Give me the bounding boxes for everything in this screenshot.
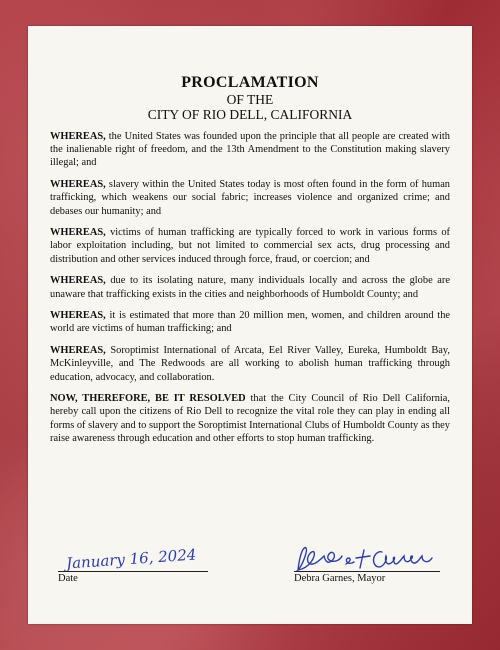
paragraph-text: it is estimated that more than 20 million men, women, and children around the world are victims of human trafficking; and — [50, 310, 450, 335]
paragraph-4 — [50, 274, 450, 300]
signature-line — [294, 571, 440, 572]
paragraph-2 — [50, 178, 450, 218]
paragraph-keyword: WHEREAS, — [50, 179, 106, 191]
paragraph-keyword: NOW, THEREFORE, BE IT RESOLVED — [50, 393, 246, 405]
paragraph-keyword: WHEREAS, — [50, 131, 106, 142]
date-label: Date — [58, 573, 78, 584]
date-line — [58, 571, 208, 572]
paragraph-6 — [50, 344, 450, 384]
document-title: PROCLAMATION — [181, 74, 319, 91]
paragraph-text: slavery within the United States today is most often found in the form of human trafficking, which weakens our social fabric; increases violence and organized crime; and debases our humanity; and — [50, 179, 450, 217]
paragraph-text: victims of human trafficking are typically forced to work in various forms of labor exploitation including, but not limited to commercial sex acts, drug processing and distribution and other services induced through force, fraud, or coercion; and — [50, 227, 450, 265]
proclamation-document — [28, 26, 472, 624]
paragraph-text: due to its isolating nature, many individuals locally and across the globe are unaware that trafficking exists in the cities and neighborhoods of Humboldt County; and — [50, 275, 450, 300]
paragraph-keyword: WHEREAS, — [50, 345, 106, 357]
paragraph-text: the United States was founded upon the principle that all people are created with the inalienable right of freedom, and the 13th Amendment to the Constitution making slavery illegal; and — [50, 131, 450, 169]
handwritten-date: January 16, 2024 — [65, 545, 197, 573]
paragraph-keyword: WHEREAS, — [50, 275, 106, 287]
paragraph-keyword: WHEREAS, — [50, 227, 106, 239]
signer-name-label: Debra Garnes, Mayor — [294, 573, 386, 584]
paragraph-1 — [50, 130, 450, 170]
paragraph-resolution — [50, 392, 450, 445]
document-subtitle-of-the: OF THE — [226, 92, 274, 107]
document-subtitle-city: CITY OF RIO DELL, CALIFORNIA — [147, 107, 353, 122]
signature-block — [28, 530, 472, 600]
paragraph-text: Soroptimist International of Arcata, Eel River Valley, Eureka, Humboldt Bay, McKinleyville, and The Redwoods are all working to abolish human trafficking through education, advocacy, and collaboration. — [50, 345, 450, 383]
paragraph-5 — [50, 309, 450, 335]
proclamation-body — [50, 130, 450, 445]
paragraph-keyword: WHEREAS, — [50, 310, 106, 322]
paragraph-text: that the City Council of Rio Dell California, hereby call upon the citizens of Rio Dell to recognize the vital role they can play in ending all forms of slavery and to support the Soroptimist International Clubs of Humboldt County as they raise awareness through education and other efforts to stop human trafficking. — [50, 393, 450, 444]
paragraph-3 — [50, 226, 450, 266]
